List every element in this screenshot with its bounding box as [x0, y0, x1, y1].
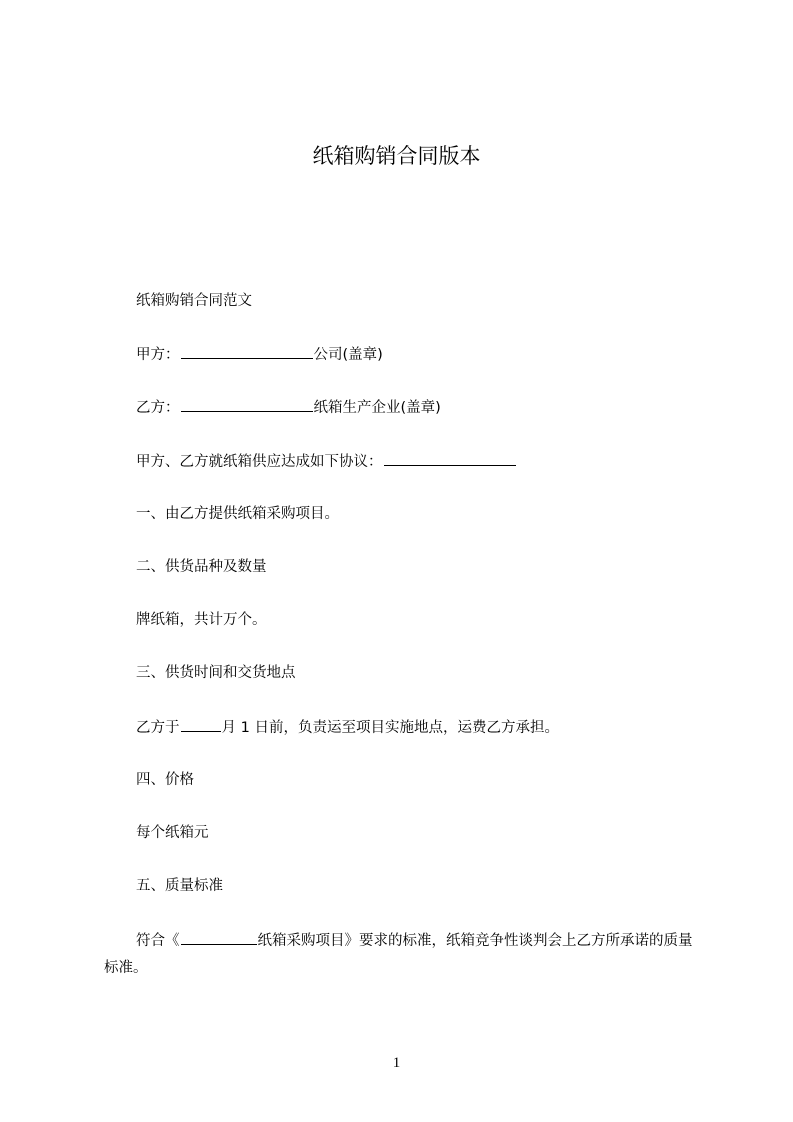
section-3-text: [136, 717, 559, 738]
section-4-heading: 四、价格: [136, 772, 194, 788]
month-blank: [181, 717, 221, 732]
section-2-heading: 二、供货品种及数量: [136, 559, 267, 575]
party-b-label: 乙方：: [136, 400, 180, 416]
document-subtitle: 纸箱购销合同范文: [136, 293, 252, 309]
section-3-text-after: 月 1 日前，负责运至项目实施地点，运费乙方承担。: [221, 720, 559, 736]
section-3-text-before: 乙方于: [136, 720, 180, 736]
project-blank: [181, 930, 257, 945]
party-b-line: [136, 397, 441, 418]
section-5-text-before: 符合《: [136, 933, 180, 949]
section-2-text: 牌纸箱，共计万个。: [136, 612, 267, 628]
section-4-text: 每个纸箱元: [136, 825, 209, 841]
party-a-line: [136, 344, 383, 365]
section-3-heading: 三、供货时间和交货地点: [136, 665, 296, 681]
agreement-blank: [384, 451, 516, 466]
section-5-text-after: 纸箱采购项目》要求的标准，纸箱竞争性谈判会上乙方所承诺的质量标准。: [104, 933, 693, 976]
section-5-text: [104, 928, 704, 982]
section-1: 一、由乙方提供纸箱采购项目。: [136, 506, 339, 522]
party-a-blank: [181, 344, 313, 359]
party-a-suffix: 公司(盖章): [313, 347, 383, 363]
agreement-intro: 甲方、乙方就纸箱供应达成如下协议：: [136, 454, 383, 470]
party-b-blank: [181, 397, 313, 412]
agreement-intro-line: [136, 451, 517, 472]
page-number: 1: [392, 1055, 401, 1071]
party-a-label: 甲方：: [136, 347, 180, 363]
party-b-suffix: 纸箱生产企业(盖章): [313, 400, 441, 416]
document-title: 纸箱购销合同版本: [312, 144, 481, 168]
section-5-heading: 五、质量标准: [136, 878, 223, 894]
